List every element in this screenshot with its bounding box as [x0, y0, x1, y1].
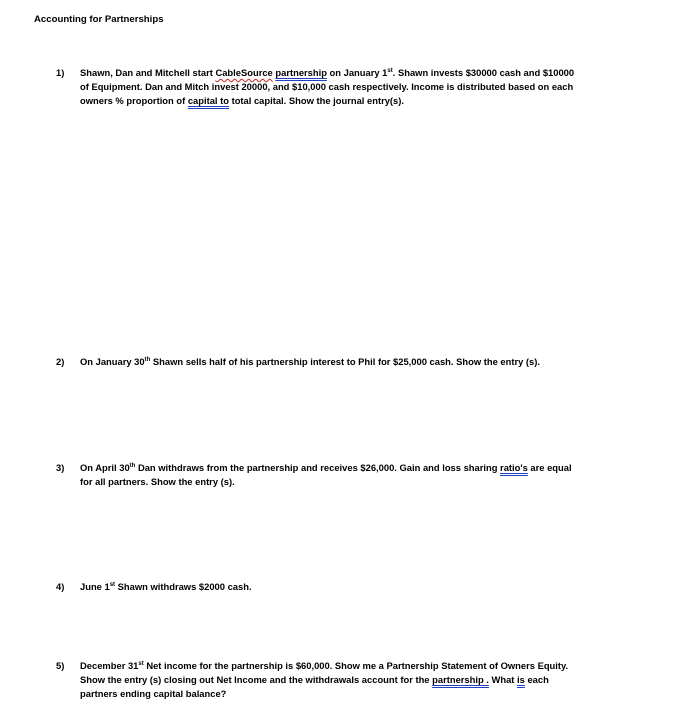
text-run: On April 30	[80, 462, 130, 473]
question-line: for all partners. Show the entry (s).	[80, 475, 235, 487]
text-run: Shawn withdraws $2000 cash.	[115, 581, 252, 592]
question-number: 4)	[56, 581, 65, 592]
text-run: . Shawn invests $30000 cash and $10000	[392, 67, 575, 78]
ordinal-suffix: th	[129, 463, 136, 469]
document-title: Accounting for Partnerships	[34, 14, 164, 25]
question-1	[56, 66, 636, 107]
text-run: Shawn sells half of his partnership interest to Phil for $25,000 cash. Show the entry (s).	[150, 356, 540, 367]
question-line	[80, 580, 636, 594]
text-run: each	[524, 673, 549, 685]
text-run: owners % proportion of	[80, 94, 188, 106]
grammar-flag-word: ratio's	[500, 462, 528, 473]
question-line: partners ending capital balance?	[80, 687, 227, 699]
text-run: December 31	[80, 660, 139, 671]
question-line: of Equipment. Dan and Mitch invest 20000, and $10,000 cash respectively. Income is distributed based on each	[80, 80, 574, 92]
question-line	[80, 461, 636, 475]
question-number: 5)	[56, 660, 65, 671]
ordinal-suffix: st	[387, 68, 393, 74]
text-run: Show the entry (s) closing out Net Income and the withdrawals account for the	[80, 673, 433, 685]
text-run: On January 30	[80, 356, 145, 367]
question-5	[56, 659, 636, 700]
question-text	[80, 580, 636, 594]
text-run: Shawn, Dan and Mitchell start	[80, 67, 216, 78]
text-run: Net income for the partnership is $60,000. Show me a Partnership Statement of Owners Equity.	[143, 660, 569, 671]
question-number: 2)	[56, 356, 65, 367]
text-run: on January 1	[326, 67, 388, 78]
question-line	[80, 673, 636, 687]
question-3	[56, 461, 636, 489]
ordinal-suffix: th	[144, 357, 151, 363]
ordinal-suffix: st	[138, 661, 144, 667]
question-line	[80, 94, 636, 108]
text-run: What	[488, 673, 518, 685]
text-run: Dan withdraws from the partnership and receives $26,000. Gain and loss sharing	[135, 462, 501, 473]
text-run: total capital. Show the journal entry(s).	[228, 94, 404, 106]
grammar-flag-word: capital to	[187, 94, 229, 106]
grammar-flag-word: partnership .	[432, 673, 489, 685]
ordinal-suffix: st	[109, 582, 116, 588]
question-text	[80, 659, 636, 700]
question-number: 1)	[56, 67, 65, 78]
question-4	[56, 580, 636, 594]
grammar-flag-word: is	[517, 673, 525, 685]
question-number: 3)	[56, 462, 65, 473]
question-text	[80, 461, 636, 489]
question-text	[80, 66, 636, 107]
grammar-flag-word: partnership	[275, 67, 327, 78]
text-run: are equal	[527, 462, 572, 473]
question-line	[80, 355, 636, 369]
question-2	[56, 355, 636, 369]
spellcheck-word: CableSource	[215, 67, 273, 78]
question-line	[80, 659, 636, 673]
question-line	[80, 66, 636, 80]
text-run: June 1	[80, 581, 110, 592]
question-text	[80, 355, 636, 369]
